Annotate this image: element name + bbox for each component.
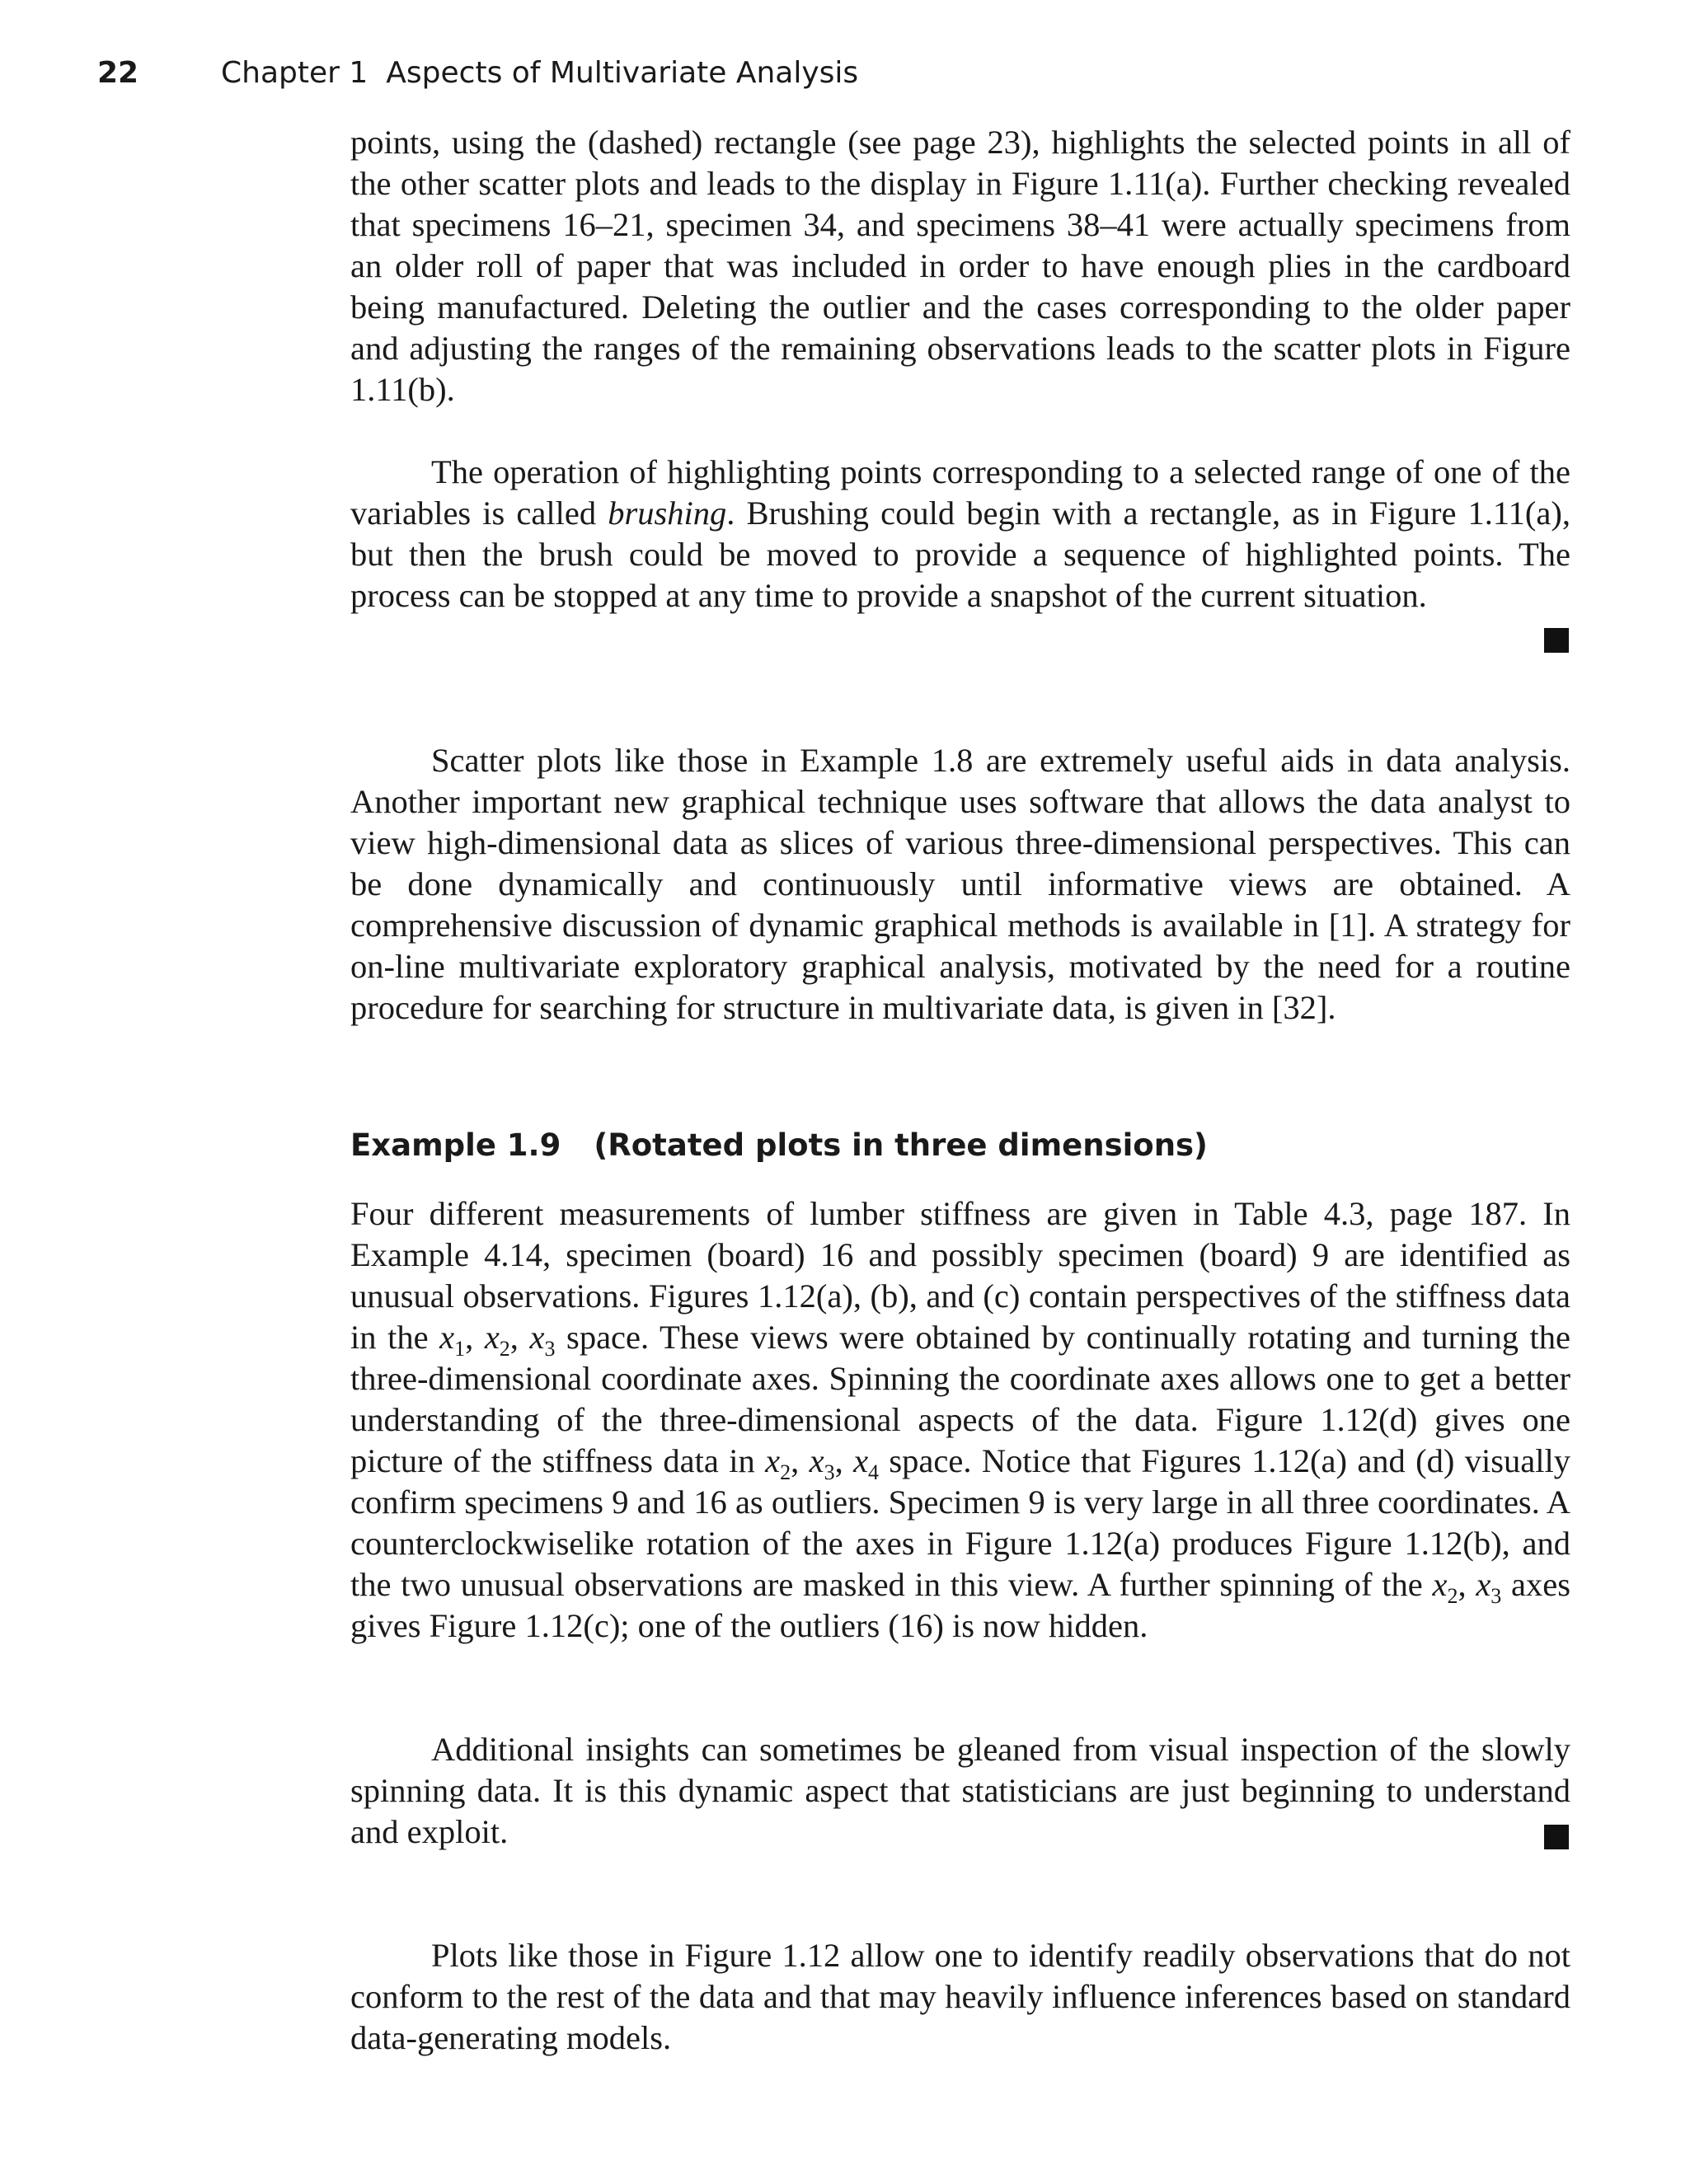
var-x: x [1476, 1566, 1491, 1603]
chapter-title: Aspects of Multivariate Analysis [386, 56, 859, 90]
comma: , [509, 1319, 530, 1356]
example-title: (Rotated plots in three dimensions) [594, 1127, 1208, 1163]
var-x: x [1432, 1566, 1448, 1603]
brushing-text-before: The operation of highlighting points corresponding to a selected range of one of the variables is called [350, 453, 1570, 532]
end-of-example-mark [1544, 1825, 1569, 1849]
subscript: 2 [499, 1337, 510, 1361]
paragraph-additional-insights: Additional insights can sometimes be gleaned from visual inspection of the slowly spinning data. It is this dynamic aspect that statisticians are just beginning to understand and exploit. [350, 1731, 1570, 1850]
lumber-text-b: space. These views were obtained by continually rotating and turning the three-dimensional coordinate axes. Spinning the coordinate axes allows one to get a better understanding of the three-dimensional aspects of the data. Figure 1.12(d) gives one picture of the stiffness data in [350, 1319, 1571, 1479]
lumber-text-c: space. Notice that Figures 1.12(a) and (d) visually confirm specimens 9 and 16 as outliers. Specimen 9 is very large in all three coordinates. A counterclockwiselike rotation of the axes in Figure 1.12(a) produces Figure 1.12(b), and the two unusual observations are masked in this view. A further spinning of the [350, 1442, 1571, 1603]
example-heading [350, 1127, 1208, 1163]
paragraph-brushing [350, 452, 1570, 616]
subscript: 3 [1490, 1584, 1502, 1609]
chapter-label: Chapter 1 [221, 56, 369, 90]
var-x: x [853, 1442, 869, 1479]
brushing-text-after: . Brushing could begin with a rectangle, as in Figure 1.11(a), but then the brush could be moved to provide a sequence of highlighted points. The process can be stopped at any time to provide a snapshot of the current situation. [350, 494, 1570, 614]
var-x: x [439, 1319, 455, 1356]
comma: , [465, 1319, 485, 1356]
subscript: 2 [780, 1460, 791, 1485]
var-x: x [484, 1319, 500, 1356]
page-number: 22 [97, 56, 139, 90]
lumber-text-d: axes gives Figure 1.12(c); one of the outliers (16) is now hidden. [350, 1566, 1571, 1644]
comma: , [791, 1442, 810, 1479]
subscript: 2 [1447, 1584, 1458, 1609]
subscript: 3 [824, 1460, 835, 1485]
paragraph-closing: Plots like those in Figure 1.12 allow one to identify readily observations that do not conform to the rest of the data and that may heavily influence inferences based on standard data-generating models. [350, 1937, 1570, 2056]
running-header [97, 56, 1581, 97]
comma: , [834, 1442, 854, 1479]
subscript: 4 [868, 1460, 880, 1485]
var-x: x [809, 1442, 824, 1479]
paragraph-scatter-plots [350, 740, 1570, 1029]
comma: , [1458, 1566, 1476, 1603]
end-of-example-mark [1544, 628, 1569, 653]
lumber-text-a: Four different measurements of lumber stiffness are given in Table 4.3, page 187. In Example 4.14, specimen (board) 16 and possibly specimen (board) 9 are identified as unusual observations. Figures 1.12(a), (b), and (c) contain perspectives of the stiffness data in the [350, 1195, 1570, 1356]
var-x: x [765, 1442, 781, 1479]
paragraph-continuation: points, using the (dashed) rectangle (see page 23), highlights the selected points in all of the other scatter plots and leads to the display in Figure 1.11(a). Further checking revealed that specimens 16–21, specimen 34, and specimens 38–41 were actually specimens from an older roll of paper that was included in order to have enough plies in the cardboard being manufactured. Deleting the outlier and the cases corresponding to the older paper and adjusting the ranges of the remaining observations leads to the scatter plots in Figure 1.11(b). [350, 124, 1570, 408]
brushing-term: brushing [608, 494, 727, 532]
example-label: Example 1.9 [350, 1127, 561, 1163]
subscript: 1 [454, 1337, 466, 1361]
subscript: 3 [544, 1337, 556, 1361]
scatter-plots-text: Scatter plots like those in Example 1.8 are extremely useful aids in data analysis. Another important new graphical technique uses software that allows the data analyst to view high-dimensional data as slices of various three-dimensional perspectives. This can be done dynamically and continuously until informative views are obtained. A comprehensive discussion of dynamic graphical methods is available in [1]. A strategy for on-line multivariate exploratory graphical analysis, motivated by the need for a routine procedure for searching for structure in multivariate data, is given in [32]. [350, 742, 1570, 1026]
var-x: x [529, 1319, 545, 1356]
paragraph-lumber-stiffness [350, 1193, 1570, 1647]
